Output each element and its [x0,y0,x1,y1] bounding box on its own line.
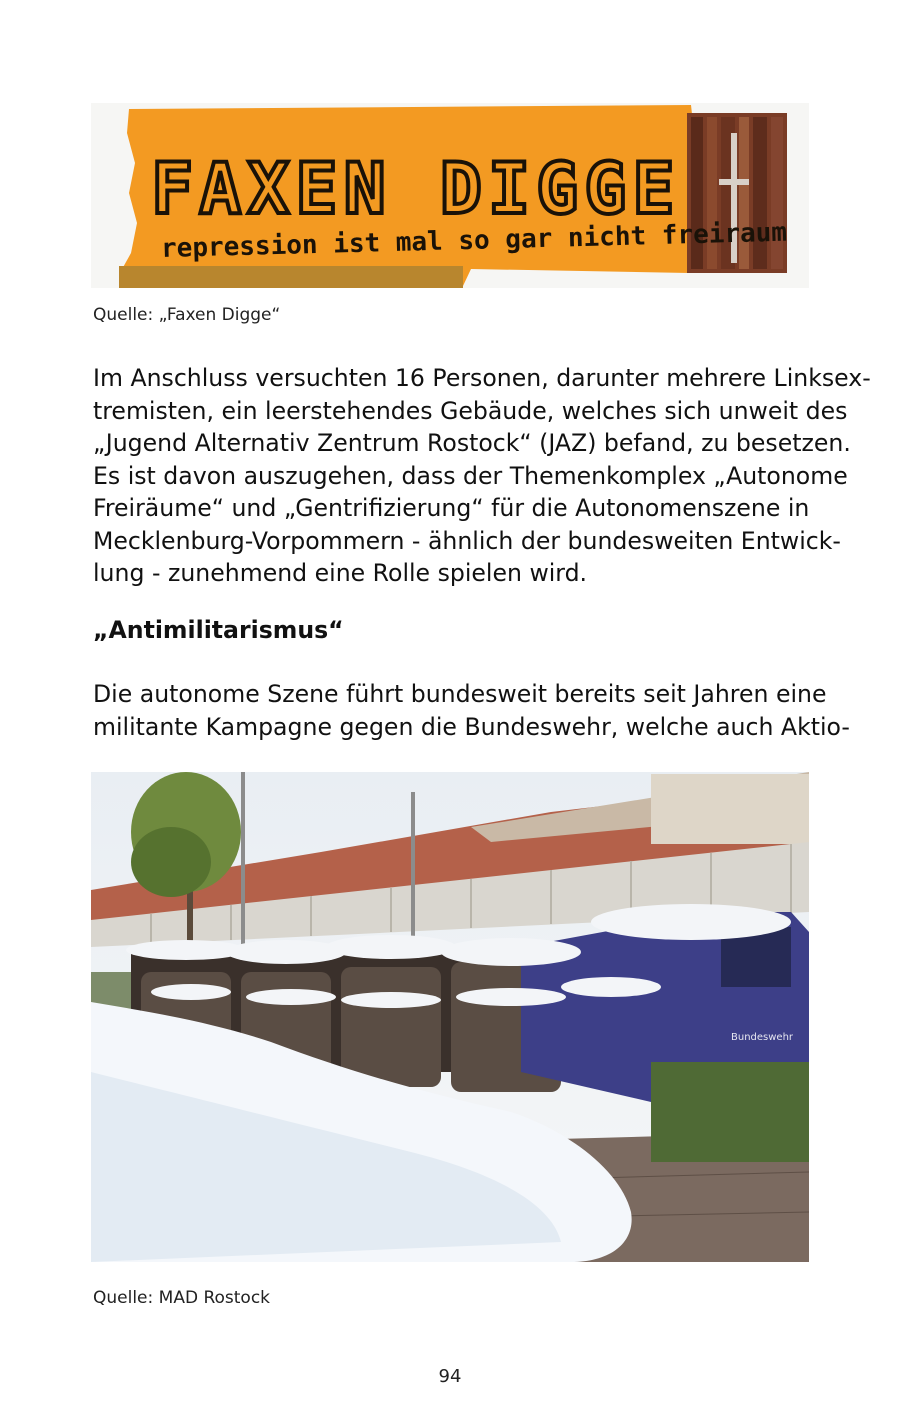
page-number: 94 [438,1366,462,1387]
paragraph-1 [93,362,871,590]
section-heading: „Antimilitarismus“ [93,616,344,644]
photo-caption: Quelle: MAD Rostock [93,1288,271,1308]
paragraph-line: Mecklenburg-Vorpommern - ähnlich der bundesweiten Entwick- [93,526,841,555]
faxen-digge-banner [91,103,809,288]
banner-title: FAXEN DIGGE [151,148,681,230]
banner-slogan: repression ist mal so gar nicht freiraum [160,217,788,265]
banner-caption: Quelle: „Faxen Digge“ [93,305,281,325]
paragraph-line: Freiräume“ und „Gentrifizierung“ für die Autonomenszene in [93,494,810,522]
paragraph-line: „Jugend Alternativ Zentrum Rostock“ (JAZ) befand, zu besetzen. [93,429,851,457]
paragraph-line: Im Anschluss versuchten 16 Personen, darunter mehrere Linksex- [93,364,871,392]
paragraph-line: Die autonome Szene führt bundesweit bereits seit Jahren eine [93,680,827,708]
paragraph-line: tremisten, ein leerstehendes Gebäude, welches sich unweit des [93,396,848,425]
paragraph-line: lung - zunehmend eine Rolle spielen wird. [93,559,588,587]
paragraph-2 [93,678,850,743]
burnt-vehicles-photo [91,772,809,1262]
paragraph-line: Es ist davon auszugehen, dass der Themenkomplex „Autonome [93,461,848,490]
paragraph-line: militante Kampagne gegen die Bundeswehr, welche auch Aktio- [93,712,850,741]
van-lettering: Bundeswehr [731,1032,794,1043]
